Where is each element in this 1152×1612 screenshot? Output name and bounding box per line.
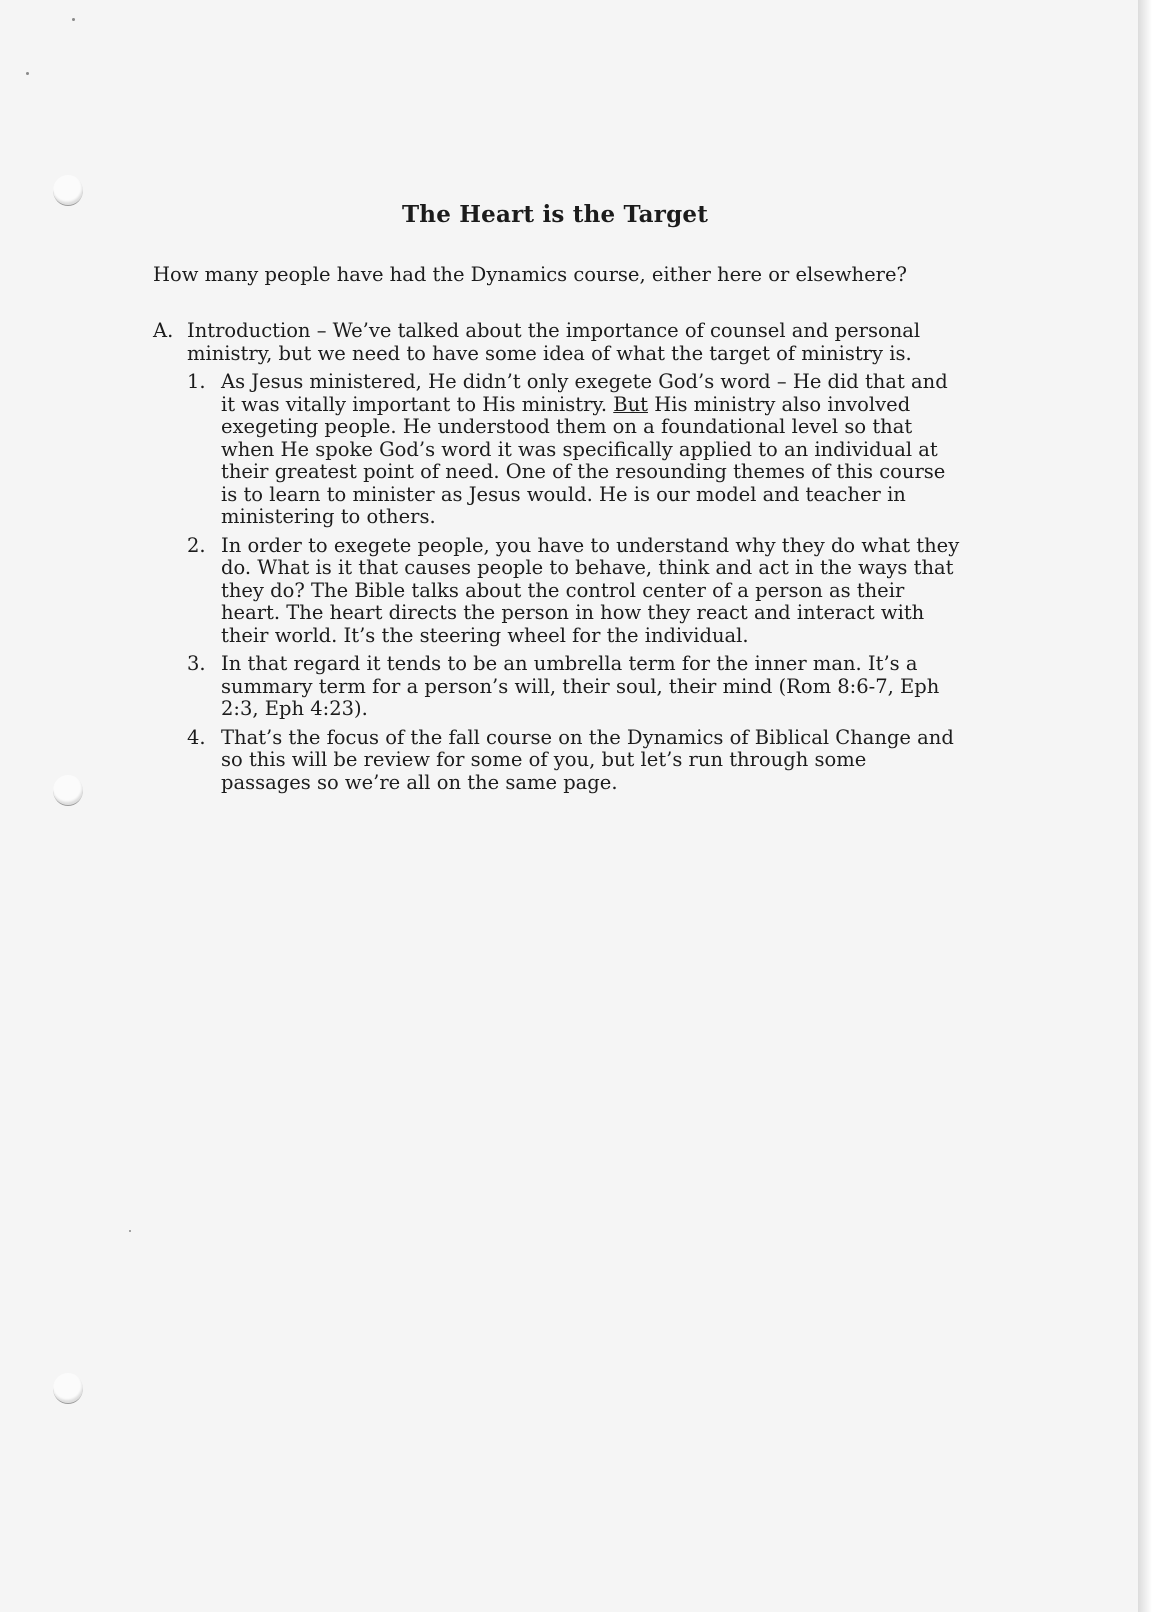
page-edge-shadow [1138,0,1152,1612]
item-number: 1. [187,370,206,393]
outline-section-a [153,320,973,800]
scan-speck [129,1230,131,1232]
section-letter: A. [153,319,174,342]
section-heading-row [153,320,973,365]
underlined-word: But [613,392,648,416]
item-text-part: As Jesus ministered, He didn’t only exegete God’s word – He did that and it was vitally important to His ministry. [221,370,948,416]
scan-speck [72,18,75,21]
list-item [187,727,973,795]
item-text-part: His ministry also involved exegeting people. He understood them on a foundational level so that when He spoke God’s word it was specifically applied to an individual at their greatest point of need. One of the resounding themes of this course is to learn to minister as Jesus would. He is our model and teacher in ministering to others. [221,392,946,528]
item-number: 3. [187,652,206,675]
item-number: 2. [187,533,206,557]
list-item [187,653,973,721]
scan-speck [26,72,29,75]
item-text: In order to exegete people, you have to understand why they do what they do. What is it that causes people to behave, think and act in the ways that they do? The Bible talks about the control center of a person as their heart. The heart directs the person in how they react and interact with their world. It’s the steering wheel for the individual. [221,533,960,647]
page-title: The Heart is the Target [401,201,709,228]
outline-list [187,371,973,794]
punch-hole [53,1373,83,1404]
item-number: 4. [187,725,206,749]
list-item [187,371,973,529]
item-text: In that regard it tends to be an umbrella term for the inner man. It’s a summary term for a person’s will, their soul, their mind (Rom 8:6-7, Eph 2:3, Eph 4:23). [221,652,940,720]
item-text [221,371,961,529]
punch-hole [53,775,83,806]
intro-question: How many people have had the Dynamics course, either here or elsewhere? [153,263,907,286]
section-text: Introduction – We’ve talked about the importance of counsel and personal ministry, but we need to have some idea of what the target of ministry is. [187,319,921,365]
item-text: That’s the focus of the fall course on the Dynamics of Biblical Change and so this will be review for some of you, but let’s run through some passages so we’re all on the same page. [221,725,954,794]
list-item [187,535,973,648]
